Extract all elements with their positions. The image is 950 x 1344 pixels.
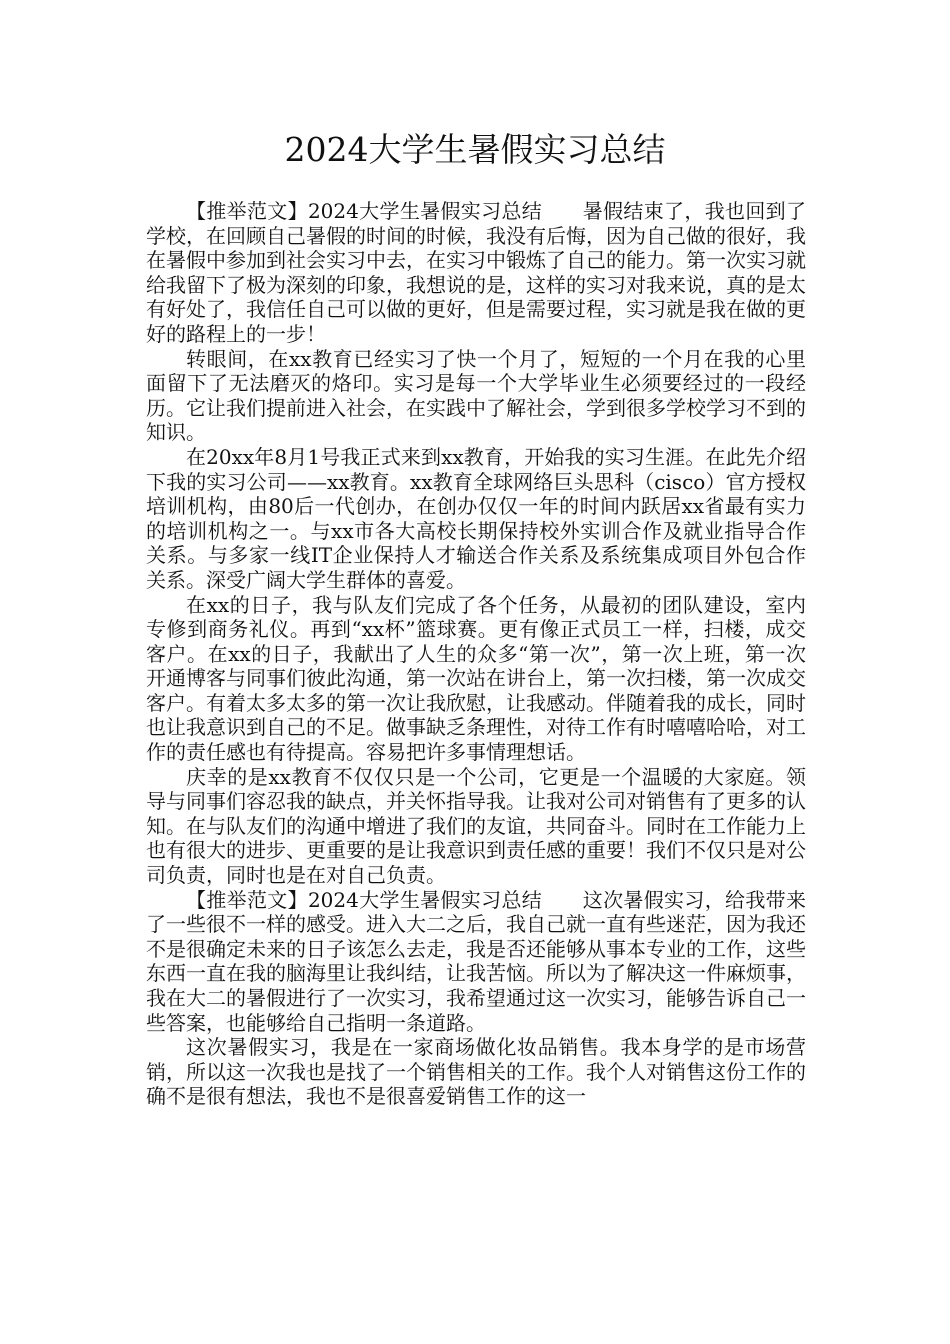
paragraph: 转眼间，在xx教育已经实习了快一个月了，短短的一个月在我的心里面留下了无法磨灭的烙印。实习是每一个大学毕业生必须要经过的一段经历。它让我们提前进入社会，在实践中了解社会，学到很多学校学习不到的知识。 xyxy=(146,346,806,445)
paragraph: 【推举范文】2024大学生暑假实习总结 这次暑假实习，给我带来了一些很不一样的感受。进入大二之后，我自己就一直有些迷茫，因为我还不是很确定未来的日子该怎么去走，我是否还能够从事本专业的工作，这些东西一直在我的脑海里让我纠结，让我苦恼。所以为了解决这一件麻烦事，我在大二的暑假进行了一次实习，我希望通过这一次实习，能够告诉自己一些答案，也能够给自己指明一条道路。 xyxy=(146,887,806,1035)
paragraph: 在xx的日子，我与队友们完成了各个任务，从最初的团队建设，室内专修到商务礼仪。再到“xx杯”篮球赛。更有像正式员工一样，扫楼，成交客户。在xx的日子，我献出了人生的众多“第一次”，第一次上班，第一次开通博客与同事们彼此沟通，第一次站在讲台上，第一次扫楼，第一次成交客户。有着太多太多的第一次让我欣慰，让我感动。伴随着我的成长，同时也让我意识到自己的不足。做事缺乏条理性，对待工作有时嘻嘻哈哈，对工作的责任感也有待提高。容易把许多事情理想话。 xyxy=(146,592,806,765)
paragraph: 庆幸的是xx教育不仅仅只是一个公司，它更是一个温暖的大家庭。领导与同事们容忍我的缺点，并关怀指导我。让我对公司对销售有了更多的认知。在与队友们的沟通中增进了我们的友谊，共同奋斗。同时在工作能力上也有很大的进步、更重要的是让我意识到责任感的重要！我们不仅只是对公司负责，同时也是在对自己负责。 xyxy=(146,764,806,888)
paragraph: 【推举范文】2024大学生暑假实习总结 暑假结束了，我也回到了学校，在回顾自己暑假的时间的时候，我没有后悔，因为自己做的很好，我在暑假中参加到社会实习中去，在实习中锻炼了自己的能力。第一次实习就给我留下了极为深刻的印象，我想说的是，这样的实习对我来说，真的是太有好处了，我信任自己可以做的更好，但是需要过程，实习就是我在做的更好的路程上的一步！ xyxy=(146,199,806,346)
document-body xyxy=(146,199,806,1109)
document-title: 2024大学生暑假实习总结 xyxy=(284,130,666,169)
paragraph: 在20xx年8月1号我正式来到xx教育，开始我的实习生涯。在此先介绍下我的实习公司——xx教育。xx教育全球网络巨头思科（cisco）官方授权培训机构，由80后一代创办，在创办仅仅一年的时间内跃居xx省最有实力的培训机构之一。与xx市各大高校长期保持校外实训合作及就业指导合作关系。与多家一线IT企业保持人才输送合作关系及系统集成项目外包合作关系。深受广阔大学生群体的喜爱。 xyxy=(146,444,806,592)
paragraph: 这次暑假实习，我是在一家商场做化妆品销售。我本身学的是市场营销，所以这一次我也是找了一个销售相关的工作。我个人对销售这份工作的确不是很有想法，我也不是很喜爱销售工作的这一 xyxy=(146,1035,806,1109)
